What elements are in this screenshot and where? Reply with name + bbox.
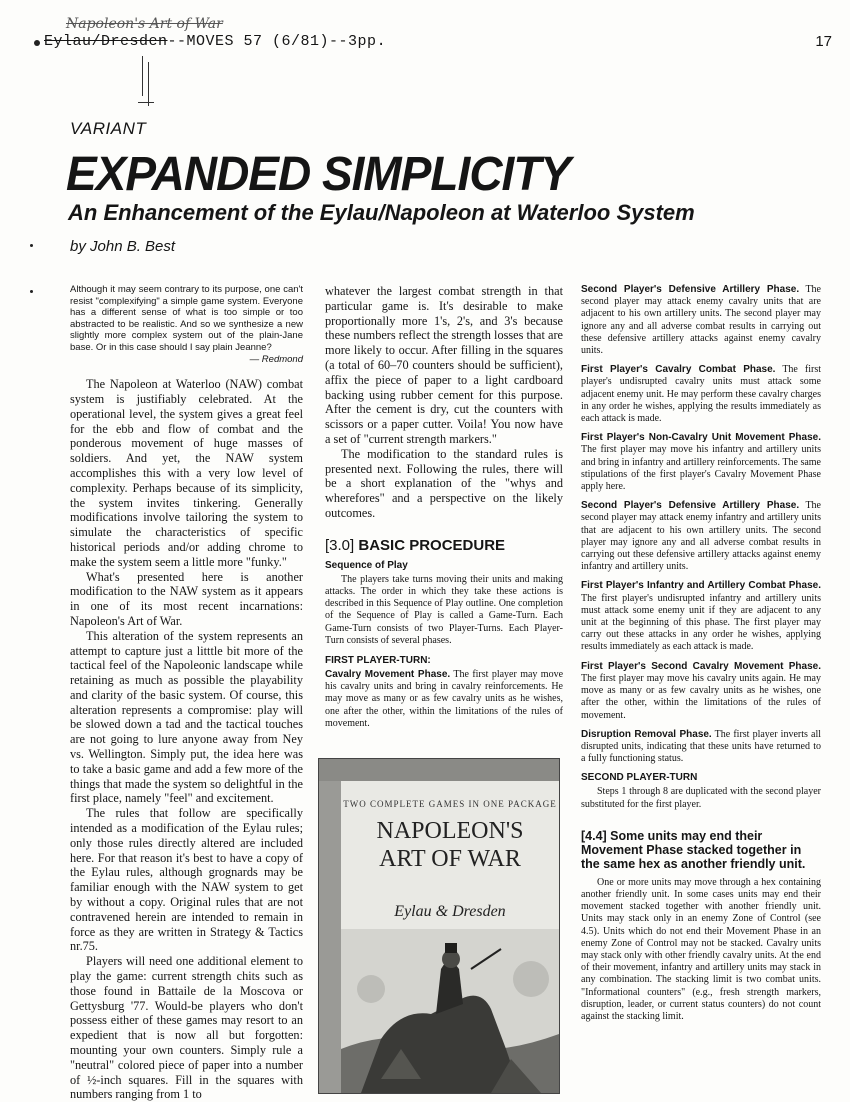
- phase-entry: [581, 432, 821, 493]
- byline: by John B. Best: [70, 238, 176, 255]
- box-cover-subtitle: Eylau & Dresden: [394, 903, 506, 920]
- hole-punch-mark: [34, 40, 40, 46]
- phase-text: The first player may move his infantry and artillery units and bring in infantry and artillery reinforcements. The same stipulations of the first player's Cavalry Movement Phase apply here.: [581, 444, 821, 493]
- column-3: [581, 284, 821, 1023]
- column-2: [325, 284, 563, 730]
- column-1: [70, 284, 303, 1102]
- rule-4-4-body: [581, 877, 821, 1023]
- phase-title: Second Player's Defensive Artillery Phase.: [581, 284, 800, 295]
- phase-list: [581, 284, 821, 765]
- phase-entry: [581, 729, 821, 766]
- box-top-edge: [319, 759, 559, 781]
- handwritten-note: Napoleon's Art of War: [66, 16, 223, 32]
- rule-4-4-heading: [4.4] Some units may end their Movement Phase stacked together in the same hex as another friendly unit.: [581, 828, 806, 871]
- first-player-turn-heading: FIRST PLAYER-TURN:: [325, 654, 431, 666]
- typed-header-struck: Eylau/Dresden: [44, 33, 168, 50]
- pencil-marks: [128, 56, 158, 108]
- margin-dot: [30, 290, 33, 293]
- phase-text: The second player may attack enemy cavalry units that are adjacent to his own artillery units. The second player may ignore any and all adverse combat results in carrying out these defensive artillery attacks against enemy cavalry units.: [581, 284, 821, 357]
- phase-title: First Player's Second Cavalry Movement Phase.: [581, 660, 821, 672]
- typed-header-rest: --MOVES 57 (6/81)--3pp.: [167, 33, 387, 50]
- phase-entry: [581, 500, 821, 573]
- paragraph: What's presented here is another modification to the NAW system as it appears in one of its most recent incarnations: Napoleon's Art of War.: [70, 569, 303, 628]
- phase-entry: [581, 364, 821, 425]
- paragraph: The players take turns moving their units and making attacks. The order in which they take these actions is described in this Sequence of Play outline. One completion of the Sequence of Play is called a Game-Turn. Each Game-Turn consists of two Player-Turns. Each Player-Turn consists of several phases.: [325, 573, 563, 646]
- sequence-of-play-body: [325, 574, 563, 647]
- article-title: EXPANDED SIMPLICITY: [66, 145, 571, 201]
- column-2-body: [325, 284, 563, 521]
- phase-text: The first player's undisrupted infantry and artillery units must attack some enemy unit if they are adjacent to any unit at the beginning of this phase. The first player may carry out these attacks in any order he wishes, applying results immediately as each attack is made.: [581, 592, 821, 653]
- box-cover-title-line: NAPOLEON'S: [376, 818, 524, 844]
- cavalry-illustration: [341, 929, 559, 1093]
- phase-text: The first player's undisrupted cavalry units must attack some adjacent enemy unit. He may perform these cavalry charges in any order he wishes, applying the results immediately as each attack is made.: [581, 364, 821, 425]
- intro-blurb: [70, 284, 303, 365]
- paragraph: The modification to the standard rules is presented next. Following the rules, there will be a short explanation of the "whys and wherefores" and a perspective on the likely outcomes.: [325, 446, 563, 520]
- page-number: 17: [815, 33, 832, 50]
- paragraph: Players will need one additional element to play the game: current strength chits such as those found in Battaile de la Moscova or Gettysburg '77. Would-be players who don't possess either of these games may resort to an expedient that is now all but forgotten: mounting your own counters. Simply rule a "neutral" colored piece of paper into a number of ½-inch squares. Fill in the squares with numbers ranging from 1 to: [70, 954, 303, 1102]
- paragraph: Steps 1 through 8 are duplicated with the second player substituted for the first player.: [581, 786, 821, 810]
- box-cover-title: [341, 817, 559, 873]
- phase-text: The first player may move his cavalry units again. He may move as many or as few cavalry units as he wishes, one after the other, within the limitations of the rules of movement.: [581, 672, 821, 721]
- paragraph: The rules that follow are specifically intended as a modification of the Eylau rules; only those rules directly altered are included here. For that reason it's best to have a copy of the Eylau rules, although grognards may be familiar enough with the NAW system to get by without a copy. Original rules that are not contravened herein are intended to remain in force as they are written in Strategy & Tactics nr.75.: [70, 806, 303, 954]
- section-number: [3.0]: [325, 536, 355, 554]
- phase-entry: [581, 580, 821, 653]
- margin-dot: [30, 244, 33, 247]
- phase-title: Disruption Removal Phase.: [581, 728, 712, 740]
- box-side-edge: [319, 781, 341, 1093]
- paragraph: This alteration of the system represents an attempt to capture just a litttle bit more of the tactical feel of the Napoleonic landscape while retaining as much as possible the playability and clarity of the basic system. Of course, this alteration represents a compromise: play will be slowed down a tad and the tactical touches are not going to lure anyone away from Ney vs. Wellington. Simply put, the idea here was to take a basic game and add a few more of the things that made the system so delightful in the first place, namely "feel" and excitement.: [70, 628, 303, 806]
- box-cover-tagline: TWO COMPLETE GAMES IN ONE PACKAGE: [343, 799, 557, 809]
- sequence-of-play-heading: Sequence of Play: [325, 559, 408, 571]
- phase-title: First Player's Infantry and Artillery Combat Phase.: [581, 580, 821, 592]
- box-cover-title-line: ART OF WAR: [379, 846, 521, 872]
- phase-text: The second player may attack enemy infantry and artillery units that are adjacent to his own artillery units. The second player may ignore any and all adverse combat results in carrying out these defensive artillery attacks against enemy infantry and artillery units.: [581, 500, 821, 573]
- intro-text: Although it may seem contrary to its purpose, one can't resist "complexifying" a simple game system. Everyone has a different sense of what is too simple or too abstracted to be realistic. And so we synthesize a new slightly more complex system out of the plain-Jane base. Or in this case should I say plain Jeanne?: [70, 284, 303, 353]
- intro-signature: — Redmond: [249, 353, 303, 365]
- phase-text: The first player may move his cavalry units and bring in cavalry reinforcements. He may move as many or as few cavalry units as he wishes, one after the other, within the limitations of the rules of movement.: [325, 668, 564, 729]
- paragraph: whatever the largest combat strength in that particular game is. It's desirable to make proportionally more 1's, 2's, and 3's because these numbers reflect the strength losses that are more likely to occur. After filling in the squares (a total of 60–70 counters should be sufficient), affix the piece of paper to a light cardboard backing using rubber cement for this purpose. After the cement is dry, cut the counters with scissors or a paper cutter. Voila! You now have a set of "current strength markers.": [325, 284, 563, 446]
- paragraph: The Napoleon at Waterloo (NAW) combat system is justifiably celebrated. At the operational level, the system gives a great feel for the ebb and flow of combat and the ponderous movement of huge masses of soldiers. And yet, the NAW system accomplishes this with a very low level of complexity. Perhaps because of its simplicity, the system invites tinkering. Generally modifications involve tailoring the system to simulate the characteristics of specific historical periods and/or adding chrome to make the system seem a little more "funky.": [70, 377, 303, 569]
- typed-header: [44, 33, 386, 50]
- section-heading-basic-procedure: [325, 537, 563, 554]
- phase-title: Cavalry Movement Phase.: [325, 668, 451, 680]
- cavalry-movement-phase: [325, 669, 563, 730]
- paragraph: One or more units may move through a hex containing another friendly unit. In some cases units may end their movement stacked together with another friendly unit. Units may stack only in an enemy Zone of Control (see 4.5). Units which do not end their Movement Phase in an enemy Zone of Control may not be stacked. Cavalry units may stack only with other friendly cavalry units. At the end of their movement, infantry and artillery units may stack in any combination. The stacking limit is two combat units. "Informational counters" (e.g., fresh strength markers, disruption, leader, or current status counters) do not count against the stacking limit.: [581, 876, 821, 1022]
- second-player-turn-body: [581, 786, 821, 810]
- second-player-turn-heading: SECOND PLAYER-TURN: [581, 772, 698, 784]
- column-1-body: [70, 377, 303, 1102]
- phase-title: Second Player's Defensive Artillery Phase.: [581, 500, 800, 512]
- phase-entry: [581, 661, 821, 722]
- section-title: BASIC PROCEDURE: [358, 536, 506, 554]
- article-subtitle: An Enhancement of the Eylau/Napoleon at Waterloo System: [68, 200, 695, 225]
- phase-title: First Player's Non-Cavalry Unit Movement Phase.: [581, 432, 821, 444]
- phase-entry: [581, 284, 821, 357]
- box-art-image: [318, 758, 560, 1094]
- phase-text: The first player inverts all disrupted units, indicating that these units have returned to a fully functioning status.: [581, 728, 821, 765]
- article-kicker: VARIANT: [70, 119, 147, 138]
- phase-title: First Player's Cavalry Combat Phase.: [581, 364, 776, 376]
